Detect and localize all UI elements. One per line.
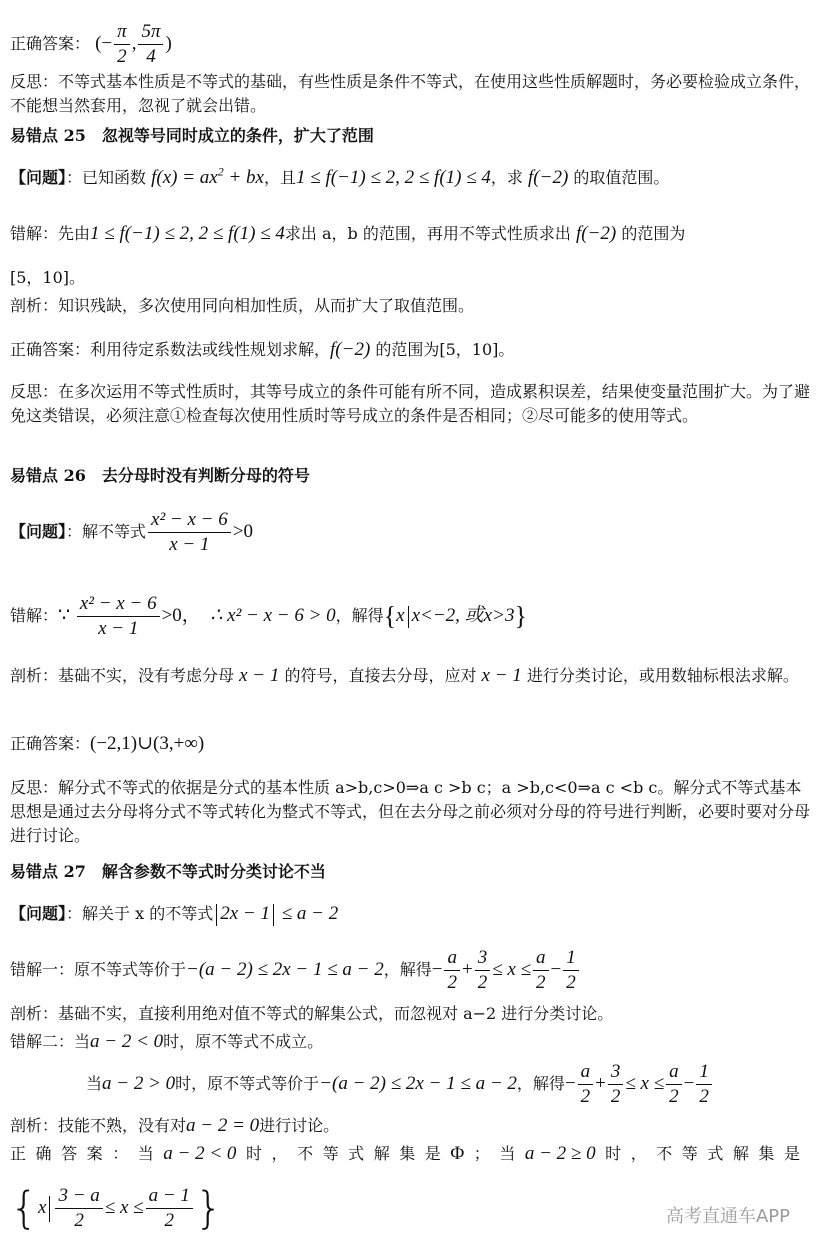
reflection-paragraph-26: 反思：解分式不等式的依据是分式的基本性质 a>b,c>0⇒a c >b c；a >b,c<0⇒a c <b c。解分式不等式基本思想是通过去分母将分式不等式转化为整式不等式，但在去分母之前必须对分母的符号进行判断，必要时要对分母进行讨论。 — [10, 778, 811, 845]
section-heading-26: 易错点 26 去分母时没有判断分母的符号 — [10, 466, 310, 485]
problem-25: 【问题】：已知函数 $f(x) = ax^2$ + bx，且1 ≤ f(−1) ≤ 2, 2 ≤ f(1) ≤ 4，求 f(−2) 的取值范围。 — [10, 164, 670, 188]
correct-answer-25: 正确答案：利用待定系数法或线性规划求解，f(−2) 的范围为[5，10]。 — [10, 339, 515, 360]
analysis-25: 剖析：知识残缺，多次使用同向相加性质，从而扩大了取值范围。 — [10, 296, 475, 315]
reflection-paragraph-25: 反思：在多次运用不等式性质时，其等号成立的条件可能有所不同，造成累积误差，结果使变量范围扩大。为了避免这类错误，必须注意①检查每次使用性质时等号成立的条件是否相同；②尽可能多的使用等式。 — [10, 382, 811, 425]
correct-answer-26: 正确答案：(−2,1)∪(3,+∞) — [10, 733, 205, 754]
analysis-27-a: 剖析：基础不实，直接利用绝对值不等式的解集公式，而忽视对 a−2 进行分类讨论。 — [10, 1004, 614, 1023]
analysis-26: 剖析：基础不实，没有考虑分母 x − 1 的符号，直接去分母，应对 x − 1 进行分类讨论，或用数轴标根法求解。 — [10, 665, 799, 686]
problem-27: 【问题】：解关于 x 的不等式 2x − 1 ≤ a − 2 — [10, 903, 339, 924]
answer-line-1 — [10, 20, 810, 67]
correct-answer-27: 正 确 答 案 ： 当 a − 2 < 0 时 ， 不 等 式 解 集 是 Φ ； 当 a − 2 ≥ 0 时 ， 不 等 式 解 集 是 — [10, 1143, 800, 1164]
section-heading-25: 易错点 25 忽视等号同时成立的条件，扩大了范围 — [10, 126, 374, 145]
section-heading-27: 易错点 27 解含参数不等式时分类讨论不当 — [10, 862, 326, 881]
answer-label: 正确答案： — [10, 33, 91, 53]
wrong-solution-27-c: 当a − 2 > 0时，原不等式等价于−(a − 2) ≤ 2x − 1 ≤ a − 2，解得− $\frac{a}{2}$ + $\frac{3}{2}$ ≤ x ≤ $\frac{a}{2}$ − $\frac{1}{2}$ — [86, 1060, 820, 1112]
watermark-text: 高考直通车APP — [665, 1206, 790, 1227]
analysis-27-b: 剖析：技能不熟，没有对a − 2 = 0进行讨论。 — [10, 1115, 340, 1136]
wrong-solution-25-result: [5，10]。 — [10, 268, 86, 287]
wrong-solution-27-a: 错解一：原不等式等价于−(a − 2) ≤ 2x − 1 ≤ a − 2，解得− $\frac{a}{2}$ + $\frac{3}{2}$ ≤ x ≤ $\frac{a}{2}$ − $\frac{1}{2}$ — [10, 946, 810, 998]
answer-math: (− $\frac{\pi}{2}$ , $\frac{5\pi}{4}$ ) — [95, 21, 172, 67]
correct-answer-27-set: {x $\frac{3 - a}{2}$ ≤ x ≤ $\frac{a - 1}{2}$ } — [10, 1182, 223, 1234]
wrong-solution-27-b: 错解二：当a − 2 < 0时，原不等式不成立。 — [10, 1031, 324, 1052]
wrong-solution-26: 错解：∵ $\frac{\text{x² − x − 6}}{x - 1}$ >0， ∴ x² − x − 6 > 0，解得{x x<−2, 或x>3} — [10, 593, 527, 639]
reflection-paragraph-1: 反思：不等式基本性质是不等式的基础，有些性质是条件不等式，在使用这些性质解题时，务必要检验成立条件，不能想当然套用，忽视了就会出错。 — [10, 72, 811, 115]
wrong-solution-25: 错解：先由1 ≤ f(−1) ≤ 2, 2 ≤ f(1) ≤ 4求出 a，b 的范围，再用不等式性质求出 f(−2) 的范围为 — [10, 223, 686, 244]
problem-26: 【问题】：解不等式 $\frac{\text{x² − x − 6}}{x - 1}$ >0 — [10, 509, 253, 555]
